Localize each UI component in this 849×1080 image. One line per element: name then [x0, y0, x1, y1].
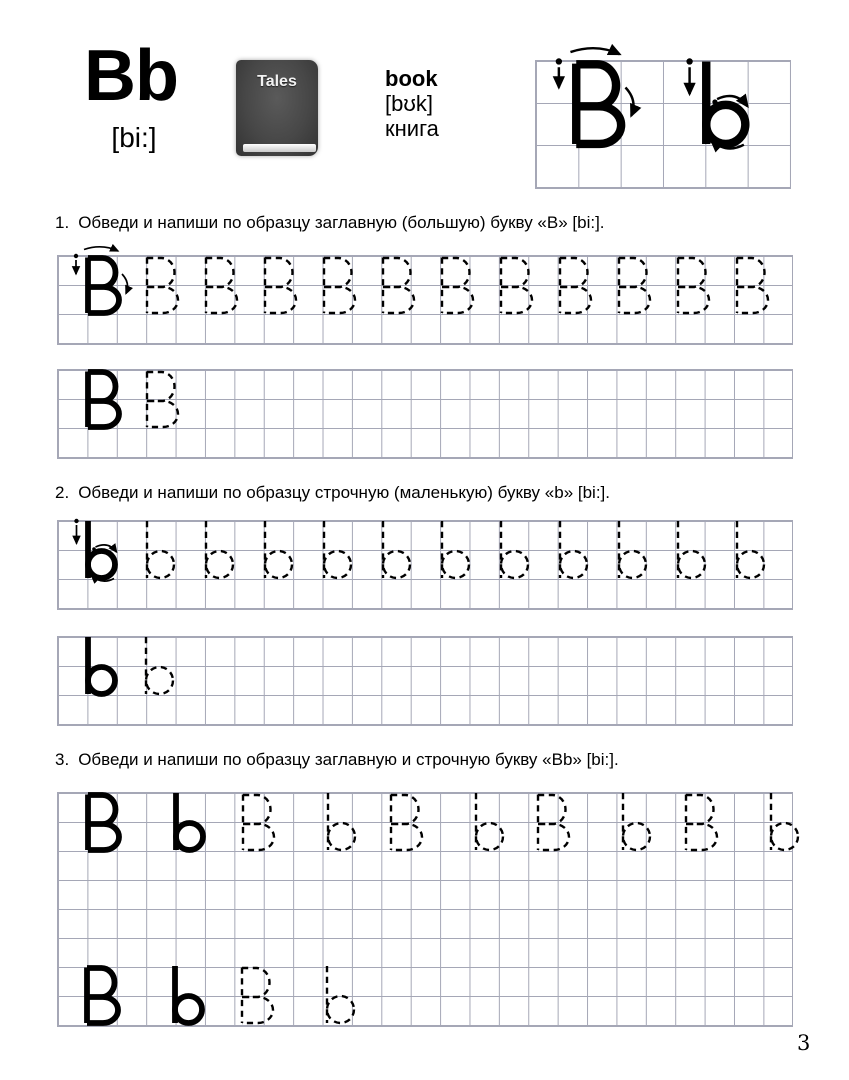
letter-B-trace [496, 255, 540, 315]
letter-b-trace [378, 520, 412, 580]
letter-b-trace [141, 636, 175, 696]
exercise-3-text: Обведи и напиши по образцу заглавную и строчную букву «Bb» [bi:]. [78, 750, 619, 769]
letter-B-model [83, 792, 127, 852]
letter-B-trace [386, 792, 430, 852]
letter-B-trace [614, 255, 658, 315]
book-illustration [236, 60, 318, 156]
letter-b-trace [437, 520, 471, 580]
exercise-2-heading [55, 483, 610, 503]
exercise-3-number: 3. [55, 750, 70, 769]
vocab-word: book [385, 66, 438, 91]
letter-B-trace [555, 255, 599, 315]
letter-B-trace [201, 255, 245, 315]
letter-B-trace [437, 255, 481, 315]
letter-b-trace [766, 792, 800, 852]
letter-b-trace [260, 520, 294, 580]
exercise-2-text: Обведи и напиши по образцу строчную (маленькую) букву «b» [bi:]. [78, 483, 610, 502]
book-pages-edge [243, 144, 316, 152]
vocab-translation: книга [385, 116, 439, 141]
practice-grid-ex3 [57, 792, 793, 1027]
letter-b-model [83, 636, 117, 696]
vocabulary-block [385, 66, 439, 141]
letter-b-trace [471, 792, 505, 852]
letter-B-trace [237, 965, 281, 1025]
letter-B-model [569, 60, 633, 147]
letter-b-trace [555, 520, 589, 580]
letter-B-trace [142, 369, 186, 429]
letter-b-model [699, 60, 748, 147]
model-letters-grid [535, 60, 791, 189]
letter-b-trace [614, 520, 648, 580]
letter-B-trace [681, 792, 725, 852]
practice-grid-ex1-write [57, 369, 793, 459]
letter-B-trace [238, 792, 282, 852]
letter-b-model [171, 792, 205, 852]
exercise-1-number: 1. [55, 213, 70, 232]
letter-b-trace [618, 792, 652, 852]
practice-grid-ex2-trace [57, 520, 793, 610]
letter-B-model [83, 369, 127, 429]
letter-B-trace [142, 255, 186, 315]
letter-b-trace [322, 965, 356, 1025]
letter-B-trace [378, 255, 422, 315]
letter-pronunciation: [bi:] [111, 122, 157, 153]
page-number: 3 [797, 1031, 811, 1055]
letter-b-trace [496, 520, 530, 580]
letter-b-trace [142, 520, 176, 580]
letter-b-trace [673, 520, 707, 580]
practice-grid-ex1-trace [57, 255, 793, 345]
lesson-letter-pair: Bb [84, 36, 178, 116]
exercise-1-heading [55, 213, 605, 233]
letter-B-trace [260, 255, 304, 315]
letter-B-model [82, 965, 126, 1025]
letter-B-trace [533, 792, 577, 852]
letter-B-trace [319, 255, 363, 315]
letter-B-trace [732, 255, 776, 315]
letter-B-model [83, 255, 127, 315]
letter-b-trace [201, 520, 235, 580]
letter-b-trace [732, 520, 766, 580]
letter-b-trace [323, 792, 357, 852]
practice-grid-ex2-write [57, 636, 793, 726]
letter-b-model [170, 965, 204, 1025]
letter-B-trace [673, 255, 717, 315]
letter-b-trace [319, 520, 353, 580]
exercise-2-number: 2. [55, 483, 70, 502]
vocab-transcription: [bʊk] [385, 91, 433, 116]
book-cover-title: Tales [257, 73, 297, 90]
letter-b-model [83, 520, 117, 580]
exercise-3-heading [55, 750, 619, 770]
exercise-1-text: Обведи и напиши по образцу заглавную (большую) букву «B» [bi:]. [78, 213, 605, 232]
